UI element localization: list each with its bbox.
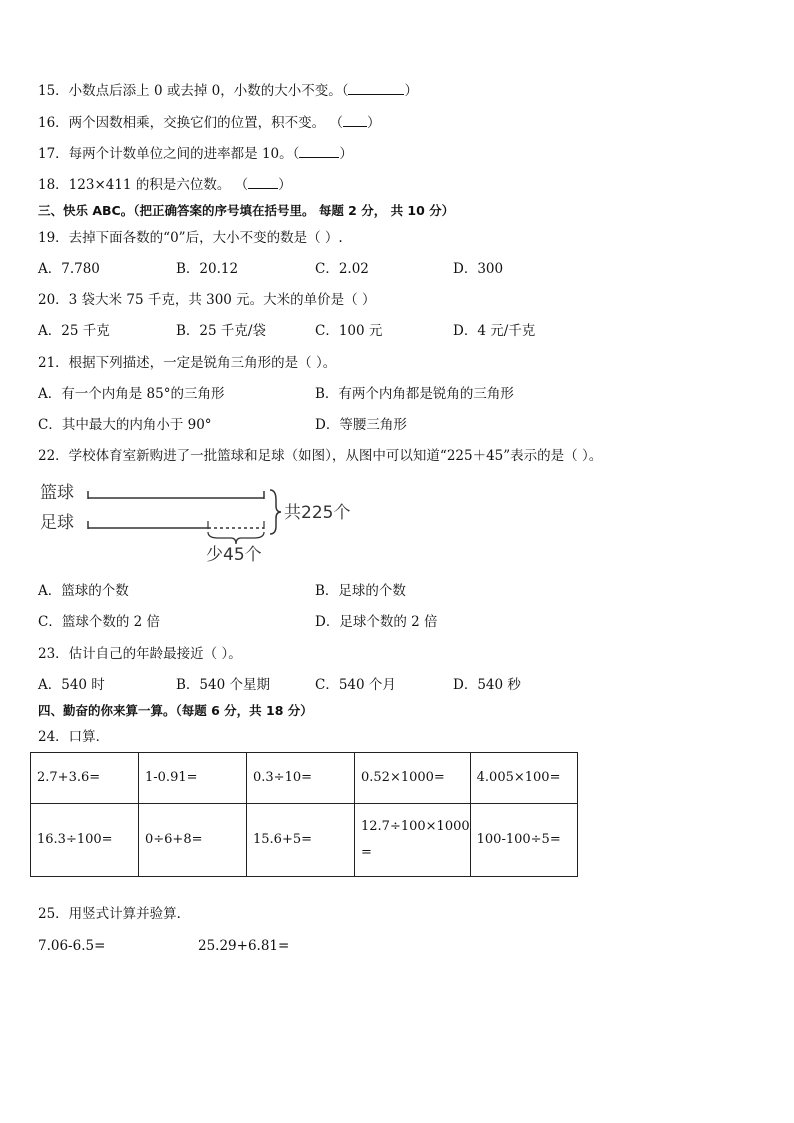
question-18-close: ） [278,177,292,193]
calc-cell[interactable]: 4.005×100= [470,753,577,804]
calc-cell[interactable]: 0.3÷10= [247,753,355,804]
diagram-label-difference: 少45个 [206,545,262,565]
q25-item-2[interactable]: 25.29+6.81= [198,938,290,954]
question-17-text: 17．每两个计数单位之间的进率都是 10。（ [38,146,300,162]
q21-option-b[interactable]: B．有两个内角都是锐角的三角形 [315,386,514,402]
q21-option-c[interactable]: C．其中最大的内角小于 90° [38,417,212,433]
q20-option-c[interactable]: C．100 元 [315,323,383,339]
answer-blank-16[interactable] [343,114,367,127]
table-row [31,804,578,877]
question-21-stem: 21．根据下列描述，一定是锐角三角形的是（ ）。 [38,355,337,371]
q19-option-b[interactable]: B．20.12 [176,261,239,277]
difference-brace [208,532,264,544]
diagram-label-total: 共225个 [284,503,351,523]
question-16-close: ） [366,115,381,131]
question-15-close: ） [404,83,418,99]
calc-cell-two-line[interactable] [355,804,471,877]
question-18 [38,176,292,194]
q21-option-d[interactable]: D．等腰三角形 [315,417,407,433]
diagram-label-basketball: 篮球 [40,483,74,503]
q23-option-c[interactable]: C．540 个月 [315,677,396,693]
q23-option-a[interactable]: A．540 时 [38,677,105,693]
answer-blank-17[interactable] [299,145,339,158]
calc-cell[interactable]: 0÷6+8= [139,804,247,877]
calc-cell[interactable]: 0.52×1000= [355,753,471,804]
question-17 [38,145,353,163]
question-17-close: ） [339,146,353,162]
question-15 [38,82,418,100]
q21-option-a[interactable]: A．有一个内角是 85°的三角形 [38,386,225,402]
q23-option-d[interactable]: D．540 秒 [453,677,521,693]
diagram-label-football: 足球 [40,513,74,533]
calc-cell[interactable]: 1-0.91= [139,753,247,804]
section-3-heading: 三、快乐 ABC。（把正确答案的序号填在括号里。 每题 2 分， 共 10 分） [38,203,455,218]
q20-option-d[interactable]: D．4 元/千克 [453,323,536,339]
q20-option-b[interactable]: B．25 千克/袋 [176,323,266,339]
calc-cell[interactable]: 100-100÷5= [470,804,577,877]
answer-blank-15[interactable] [348,82,404,95]
calc-cell[interactable]: 2.7+3.6= [31,753,139,804]
question-24-stem: 24．口算． [38,729,110,745]
q22-option-c[interactable]: C．篮球个数的 2 倍 [38,614,161,630]
question-23-stem: 23．估计自己的年龄最接近（ ）。 [38,646,242,662]
q19-option-d[interactable]: D．300 [453,261,504,277]
question-20-stem: 20．3 袋大米 75 千克，共 300 元。大米的单价是（ ） [38,292,376,308]
question-19-stem: 19．去掉下面各数的“0”后，大小不变的数是（ ）. [38,230,343,246]
calc-cell-line-2: = [361,845,372,860]
mental-math-table [30,752,578,877]
q22-option-d[interactable]: D．足球个数的 2 倍 [315,614,438,630]
question-18-text: 18．123×411 的积是六位数。 （ [38,177,249,193]
section-4-heading: 四、勤奋的你来算一算。（每题 6 分，共 18 分） [38,703,313,718]
total-brace [270,490,281,534]
q20-option-a[interactable]: A．25 千克 [38,323,110,339]
q19-option-a[interactable]: A．7.780 [38,261,100,277]
question-15-text: 15．小数点后添上 0 或去掉 0，小数的大小不变。（ [38,83,349,99]
line-segment-diagram [38,478,368,568]
question-25-stem: 25．用竖式计算并验算． [38,906,191,922]
question-16-text: 16．两个因数相乘，交换它们的位置，积不变。 （ [38,115,343,131]
q23-option-b[interactable]: B．540 个星期 [176,677,270,693]
table-row [31,753,578,804]
q22-option-b[interactable]: B．足球的个数 [315,583,406,599]
calc-cell-line-1: 12.7÷100×1000 [361,819,470,834]
answer-blank-18[interactable] [248,176,278,189]
calc-cell[interactable]: 16.3÷100= [31,804,139,877]
calc-cell[interactable]: 15.6+5= [247,804,355,877]
q22-option-a[interactable]: A．篮球的个数 [38,583,129,599]
q19-option-c[interactable]: C．2.02 [315,261,369,277]
question-22-stem: 22．学校体育室新购进了一批篮球和足球（如图），从图中可以知道“225＋45”表示的是（ ）。 [38,448,603,464]
question-16 [38,114,380,132]
q25-item-1[interactable]: 7.06-6.5= [38,938,106,954]
